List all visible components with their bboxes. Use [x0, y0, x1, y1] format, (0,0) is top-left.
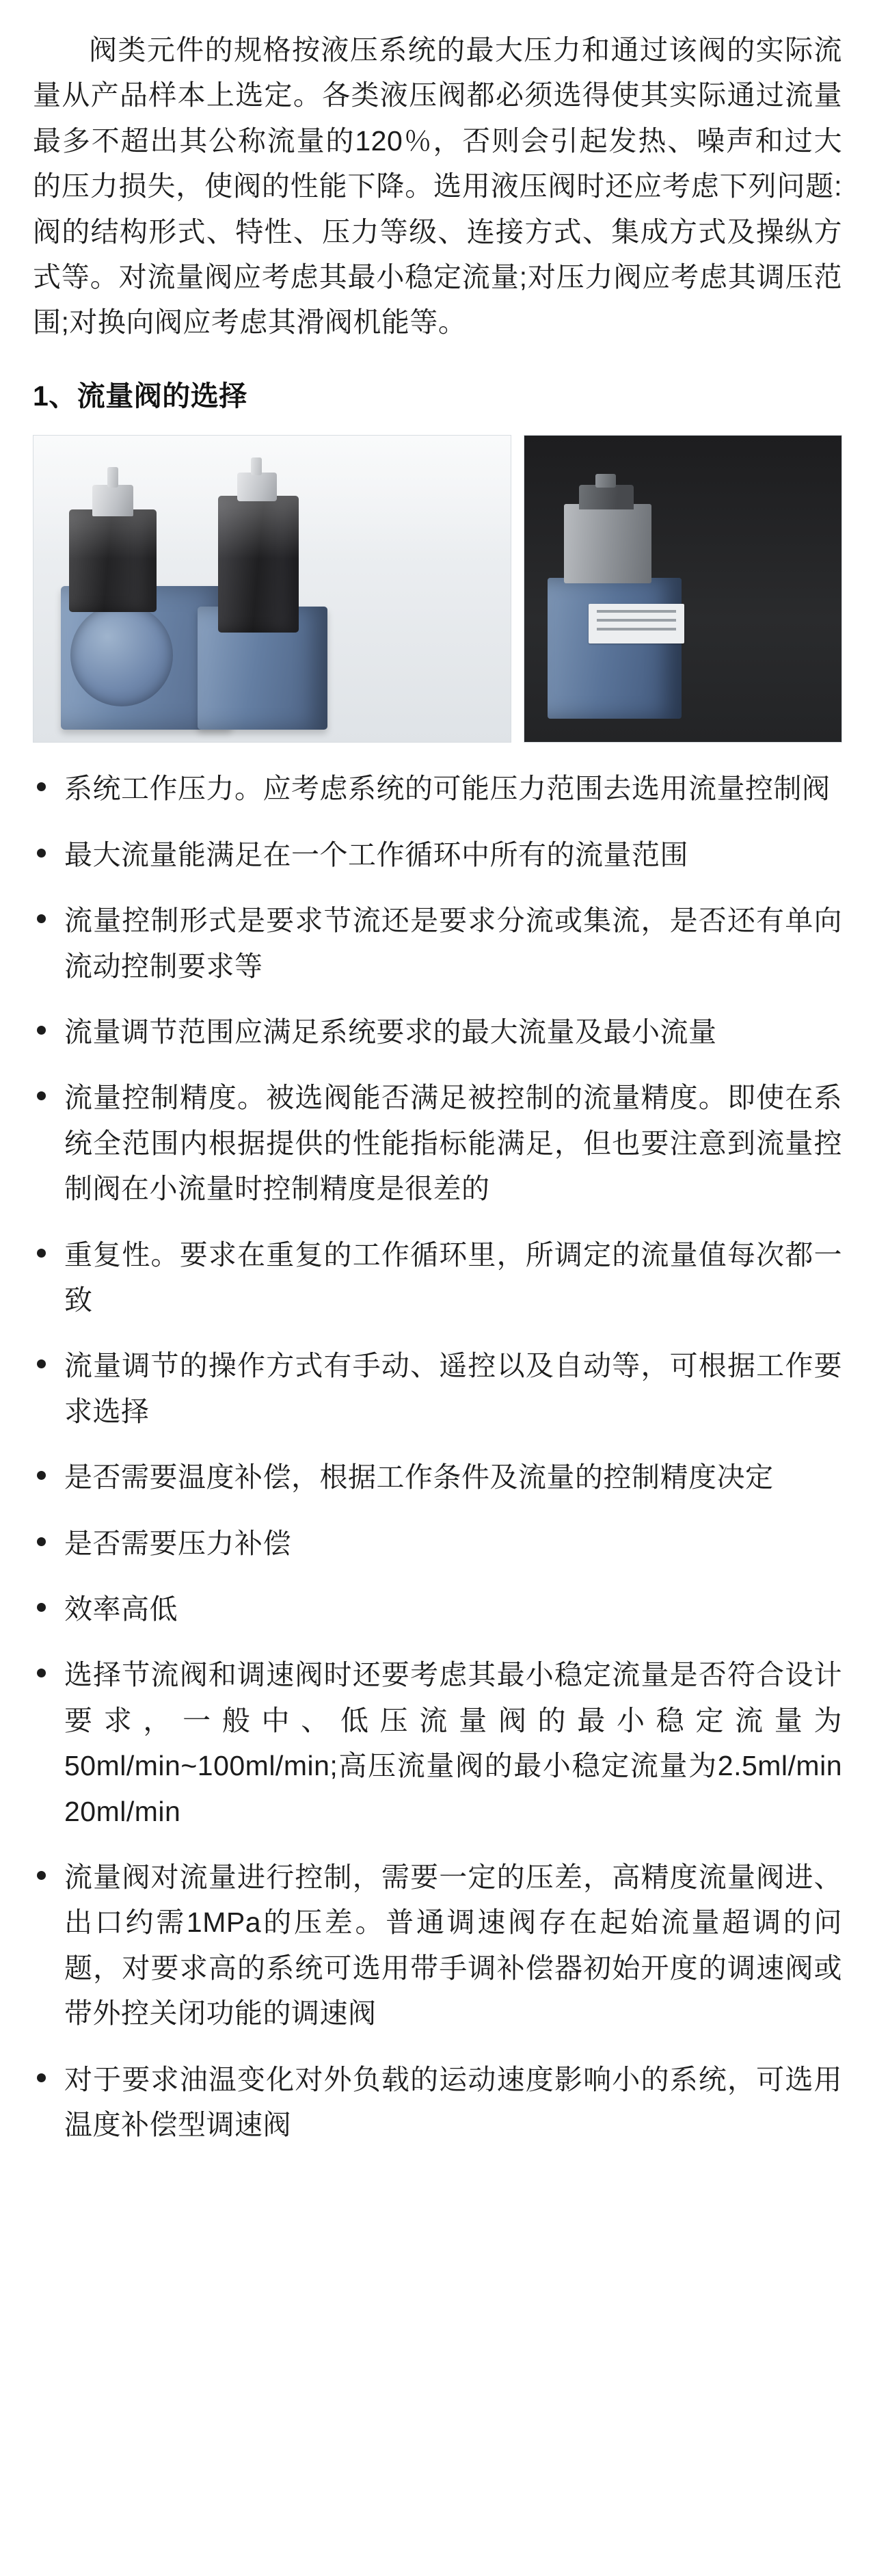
list-item: 流量调节范围应满足系统要求的最大流量及最小流量 — [33, 1009, 842, 1054]
selection-criteria-list — [33, 766, 842, 2147]
figure-row — [33, 435, 842, 743]
list-item: 重复性。要求在重复的工作循环里，所调定的流量值每次都一致 — [33, 1232, 842, 1323]
valve-housing-icon — [69, 509, 157, 612]
list-item: 流量阀对流量进行控制，需要一定的压差，高精度流量阀进、出口约需1MPa的压差。普通调速阀存在起始流量超调的问题，对要求高的系统可选用带手调补偿器初始开度的调速阀或带外控关闭功能的调速阀 — [33, 1855, 842, 2036]
valve-adjust-knob-icon — [237, 473, 277, 501]
hydraulic-valve-photo-right — [524, 435, 842, 743]
list-item: 最大流量能满足在一个工作循环中所有的流量范围 — [33, 832, 842, 877]
section-title: 1、流量阀的选择 — [33, 380, 247, 412]
list-item: 流量控制形式是要求节流还是要求分流或集流，是否还有单向流动控制要求等 — [33, 898, 842, 989]
valve-body-icon — [548, 578, 682, 719]
list-item: 选择节流阀和调速阀时还要考虑其最小稳定流量是否符合设计要求，一般中、低压流量阀的最小稳定流量为50ml/min~100ml/min;高压流量阀的最小稳定流量为2.5ml/min 20ml/min — [33, 1652, 842, 1834]
valve-housing-icon — [564, 504, 651, 583]
valve-cap-icon — [579, 485, 634, 509]
valve-housing-icon — [218, 496, 299, 633]
valve-adjust-knob-icon — [92, 485, 133, 516]
valve-stem-icon — [251, 457, 262, 475]
intro-paragraph: 阀类元件的规格按液压系统的最大压力和通过该阀的实际流量从产品样本上选定。各类液压阀都必须选得使其实际通过流量最多不超出其公称流量的120％，否则会引起发热、噪声和过大的压力损失，使阀的性能下降。选用液压阀时还应考虑下列问题:阀的结构形式、特性、压力等级、连接方式、集成方式及操纵方式等。对流量阀应考虑其最小稳定流量;对压力阀应考虑其调压范围;对换向阀应考虑其滑阀机能等。 — [33, 34, 842, 338]
list-item: 对于要求油温变化对外负载的运动速度影响小的系统，可选用温度补偿型调速阀 — [33, 2057, 842, 2148]
list-item: 是否需要压力补偿 — [33, 1521, 842, 1566]
valve-stem-icon — [107, 467, 118, 488]
list-item: 是否需要温度补偿，根据工作条件及流量的控制精度决定 — [33, 1455, 842, 1500]
valve-nameplate-icon — [589, 604, 684, 643]
list-item: 系统工作压力。应考虑系统的可能压力范围去选用流量控制阀 — [33, 766, 842, 811]
valve-bolt-icon — [595, 474, 616, 488]
list-item: 流量控制精度。被选阀能否满足被控制的流量精度。即使在系统全范围内根据提供的性能指标能满足，但也要注意到流量控制阀在小流量时控制精度是很差的 — [33, 1075, 842, 1211]
list-item: 效率高低 — [33, 1586, 842, 1632]
hydraulic-valves-photo-left — [33, 435, 511, 743]
list-item: 流量调节的操作方式有手动、遥控以及自动等，可根据工作要求选择 — [33, 1343, 842, 1434]
